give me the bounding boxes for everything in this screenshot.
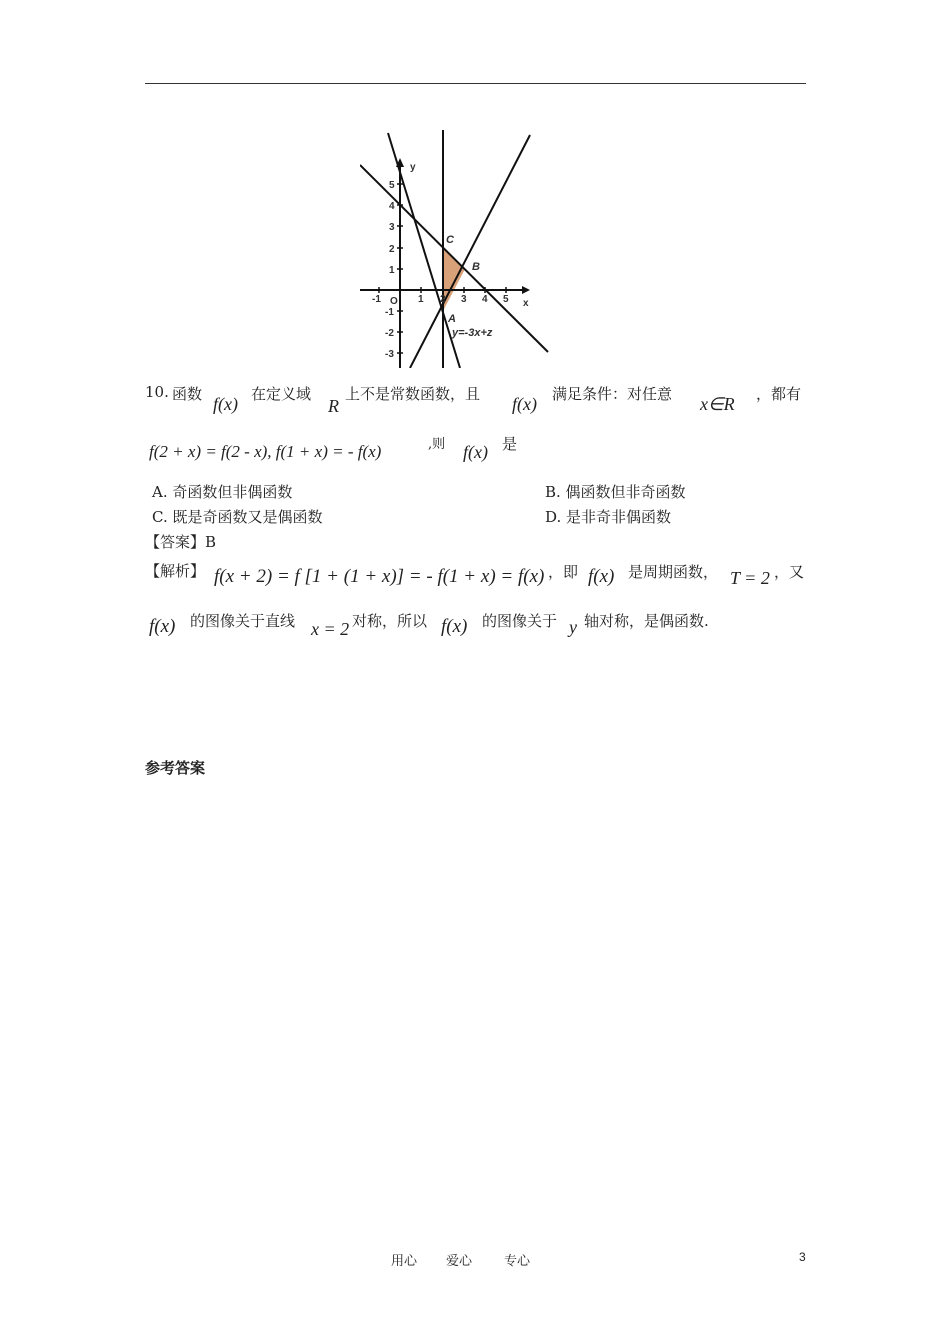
option-b: B. 偶函数但非奇函数 — [545, 483, 686, 501]
y-axis-label: y — [410, 162, 416, 173]
math-periodic-derivation: f(x + 2) = f [1 + (1 + x)] = - f(1 + x) = f(x) — [214, 566, 545, 587]
question-text: 上不是常数函数，且 — [345, 385, 481, 403]
question-text: 函数 — [172, 385, 203, 403]
x-tick-label: 1 — [418, 294, 424, 305]
math-period: T = 2 — [730, 568, 770, 588]
line-label: y=-3x+z — [452, 327, 493, 339]
y-tick-label: 1 — [389, 265, 395, 276]
math-fx: f(x) — [213, 394, 238, 414]
math-fx: f(x) — [149, 616, 176, 637]
footer-motto: 爱心 — [446, 1254, 473, 1269]
point-b-label: B — [472, 261, 480, 273]
math-r: R — [328, 396, 339, 416]
y-tick-label: -2 — [385, 328, 394, 339]
x-axis-arrow — [522, 286, 530, 294]
analysis-text: 对称，所以 — [352, 612, 428, 630]
math-fx: f(x) — [463, 442, 488, 462]
x-tick-label: 5 — [503, 294, 509, 305]
x-tick-label: 2 — [440, 294, 446, 305]
analysis-label: 【解析】 — [145, 562, 206, 580]
page-number: 3 — [799, 1250, 806, 1264]
y-tick-label: 2 — [389, 244, 395, 255]
question-text: 满足条件：对任意 — [552, 385, 673, 403]
x-tick-label: 4 — [482, 294, 488, 305]
x-tick-label: 3 — [461, 294, 467, 305]
math-fx: f(x) — [588, 566, 615, 587]
origin-label: O — [390, 296, 398, 307]
header-rule — [145, 83, 806, 84]
math-y: y — [569, 617, 577, 637]
math-x-in-r: x∈R — [700, 394, 735, 414]
analysis-text: ，即 — [548, 563, 579, 581]
question-number: 10. — [145, 383, 169, 401]
math-fx: f(x) — [441, 616, 468, 637]
math-line: x = 2 — [311, 619, 350, 639]
math-fx: f(x) — [512, 394, 537, 414]
linear-programming-graph — [360, 130, 555, 368]
question-text: 是 — [502, 435, 518, 453]
analysis-text: 的图像关于直线 — [190, 612, 296, 630]
x-tick-label: -1 — [372, 294, 381, 305]
option-a: A. 奇函数但非偶函数 — [152, 483, 293, 501]
analysis-text: ，又 — [774, 563, 805, 581]
answer-line: 【答案】B — [145, 533, 217, 551]
y-tick-label: 4 — [389, 201, 395, 212]
y-tick-label: -3 — [385, 349, 394, 360]
x-axis-label: x — [523, 298, 529, 309]
point-c-label: C — [446, 234, 454, 246]
footer-motto: 专心 — [504, 1254, 531, 1269]
y-tick-label: -1 — [385, 307, 394, 318]
analysis-text: 轴对称，是偶函数. — [584, 612, 709, 630]
y-tick-label: 5 — [389, 180, 395, 191]
y-tick-label: 3 — [389, 222, 395, 233]
option-d: D. 是非奇非偶函数 — [545, 508, 672, 526]
analysis-text: 是周期函数， — [628, 563, 719, 581]
analysis-text: 的图像关于 — [482, 612, 558, 630]
footer-motto: 用心 — [391, 1254, 418, 1269]
math-condition: f(2 + x) = f(2 - x), f(1 + x) = - f(x) — [149, 442, 382, 461]
question-text: ，都有 — [756, 385, 802, 403]
question-text: ,则 — [428, 437, 446, 452]
option-c: C. 既是奇函数又是偶函数 — [152, 508, 323, 526]
question-text: 在定义域 — [251, 385, 312, 403]
reference-heading: 参考答案 — [145, 759, 206, 777]
point-a-label: A — [448, 313, 456, 325]
